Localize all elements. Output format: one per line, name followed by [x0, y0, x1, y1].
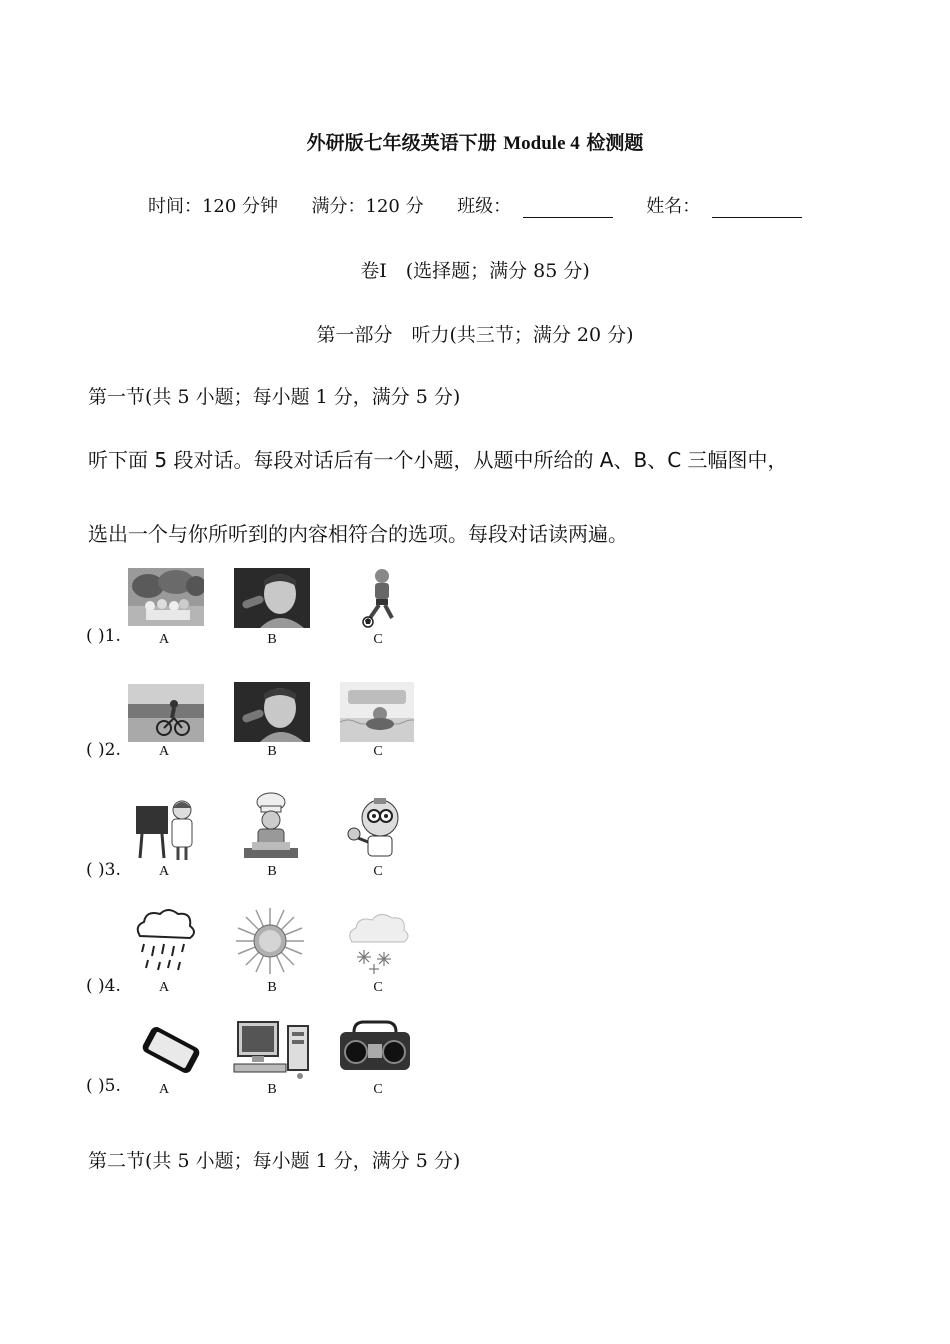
chef-cartoon	[238, 792, 304, 864]
snow-cloud-icon	[344, 906, 412, 976]
score-info: 满分：120 分	[311, 196, 424, 217]
title-en: Module 4	[503, 133, 580, 154]
radio-cassette-icon	[336, 1018, 414, 1074]
title-cn: 外研版七年级英语下册	[306, 132, 497, 154]
title-suffix: 检测题	[586, 132, 644, 154]
option-label: A	[158, 744, 170, 759]
option-label: C	[373, 1082, 383, 1097]
class-field[interactable]	[523, 199, 613, 218]
question-number: ( )2.	[86, 740, 121, 760]
option-label: A	[158, 864, 170, 879]
option-label: B	[267, 632, 277, 647]
cyclist-photo	[128, 684, 204, 742]
option-label: B	[267, 1082, 277, 1097]
option-label: C	[373, 864, 383, 879]
soccer-player-figure	[358, 566, 406, 628]
question-number: ( )3.	[86, 860, 121, 880]
option-label: B	[267, 744, 277, 759]
question-number: ( )4.	[86, 976, 121, 996]
option-label: C	[373, 980, 383, 995]
sun-icon	[234, 906, 306, 976]
instruction-line1: 听下面 5 段对话。每段对话后有一个小题，从题中所给的 A、B、C 三幅图中，	[88, 448, 788, 472]
doctor-cartoon	[344, 794, 410, 864]
class-label: 班级：	[457, 196, 512, 217]
option-label: A	[158, 980, 170, 995]
page-title	[0, 128, 950, 155]
name-field[interactable]	[712, 199, 802, 218]
volume-heading: 卷Ⅰ (选择题；满分 85 分)	[360, 260, 590, 282]
time-info: 时间：120 分钟	[147, 196, 279, 217]
option-label: A	[158, 632, 170, 647]
option-label: C	[373, 632, 383, 647]
name-label: 姓名：	[646, 196, 701, 217]
picnic-photo	[128, 568, 204, 626]
swimmer-figure	[340, 682, 414, 742]
part1-heading: 第一部分 听力(共三节；满分 20 分)	[316, 324, 634, 346]
option-label: C	[373, 744, 383, 759]
instruction-line2: 选出一个与你所听到的内容相符合的选项。每段对话读两遍。	[88, 522, 628, 546]
mobile-phone-icon	[136, 1022, 206, 1078]
teacher-cartoon	[132, 796, 202, 864]
rain-cloud-icon	[132, 906, 198, 976]
exam-info	[0, 192, 950, 218]
section1-heading: 第一节(共 5 小题；每小题 1 分，满分 5 分)	[88, 386, 461, 408]
singer-photo	[234, 568, 310, 628]
singer-photo	[234, 682, 310, 742]
desktop-computer-icon	[232, 1018, 314, 1080]
option-label: B	[267, 980, 277, 995]
question-number: ( )1.	[86, 626, 121, 646]
option-label: B	[267, 864, 277, 879]
section2-heading: 第二节(共 5 小题；每小题 1 分，满分 5 分)	[88, 1150, 461, 1172]
option-label: A	[158, 1082, 170, 1097]
question-number: ( )5.	[86, 1076, 121, 1096]
